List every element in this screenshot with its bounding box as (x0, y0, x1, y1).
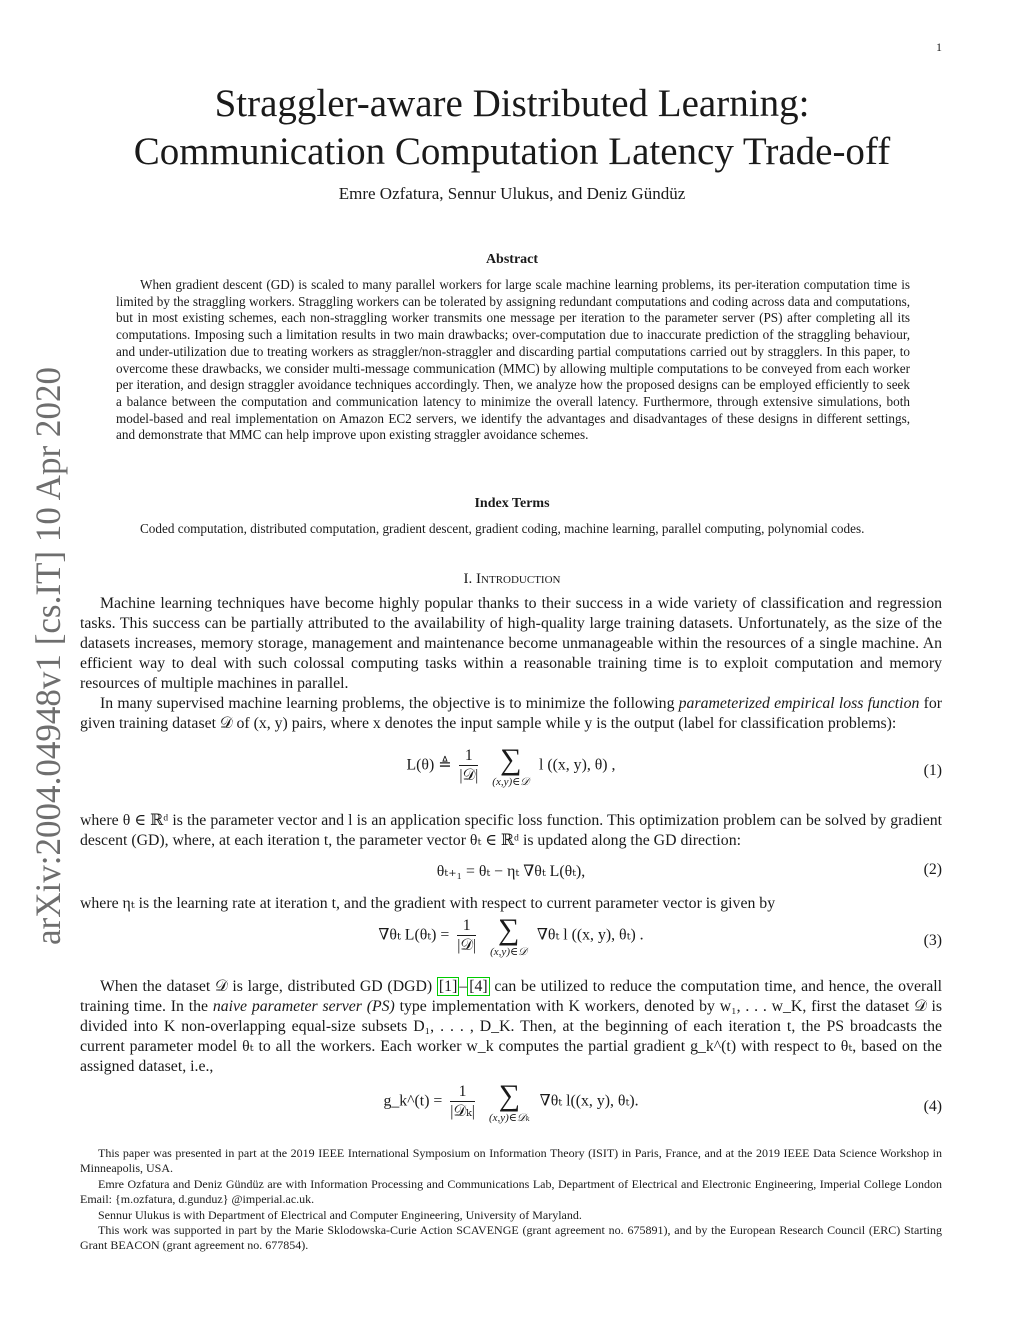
eq4-lhs: g_k^(t) = (383, 1092, 443, 1110)
eq3-sum-subscript: (x,y)∈𝒟 (490, 946, 527, 958)
index-terms-text: Coded computation, distributed computation, gradient descent, gradient coding, machine learning, parallel computing, polynomial codes. (140, 521, 865, 536)
eq1-denominator: |𝒟| (459, 766, 479, 784)
intro-paragraph-2 (80, 694, 942, 734)
p5-emphasis: naive parameter server (PS) (212, 998, 395, 1015)
abstract-text: When gradient descent (GD) is scaled to many parallel workers for large scale machine learning problems, its per-iteration computation time is limited by the straggling workers. Straggling workers can be tolerated by assigning redundant computations and coding across data and computations, but in most existing schemes, each non-straggling worker transmits one message per iteration to the parameter server (PS) after completing all its computations. Imposing such a limitation results in two main drawbacks; over-computation due to inaccurate prediction of the straggling behaviour, and under-utilization due to treating workers as straggler/non-straggler and discarding partial computations carried out by stragglers. In this paper, to overcome these drawbacks, we consider multi-message communication (MMC) by allowing multiple computations to be conveyed from each worker per iteration, and design straggler avoidance techniques accordingly. Then, we analyze how the proposed designs can be employed efficiently to seek a balance between the computation and communication latency to minimize the overall latency. Furthermore, through extensive simulations, both model-based and real implementation on Amazon EC2 servers, we identify the advantages and disadvantages of these designs in different settings, and demonstrate that MMC can help improve upon existing straggler avoidance schemes. (116, 277, 910, 443)
eq1-numerator: 1 (459, 747, 478, 766)
eq1-lhs: L(θ) ≜ (406, 756, 452, 774)
eq1-number: (1) (923, 762, 942, 779)
intro-p2-emphasis: parameterized empirical loss function (678, 695, 920, 712)
title-line-2: Communication Computation Latency Trade-off (133, 130, 891, 173)
citation-link-1[interactable]: [1] (438, 978, 458, 995)
p5-text-c: type implementation with K workers, denoted by w₁, . . . w_K, first the dataset 𝒟 is divided into K non-overlapping equal-size subsets D₁, . . . , D_K. Then, at the beginning of each iteration t, the PS broadcasts the current parameter model θₜ to all the workers. Each worker w_k computes the partial gradient g_k^(t) with respect to θₜ, based on the assigned dataset, i.e., (80, 998, 943, 1075)
eq2-number: (2) (923, 861, 942, 878)
eq3-number: (3) (923, 932, 942, 949)
intro-paragraph-1: Machine learning techniques have become highly popular thanks to their success in a wide variety of classification and regression tasks. This success can be partially attributed to the availability of high-quality large training datasets. Unfortunately, as the size of the datasets increases, memory storage, management and maintenance become unmanageable within the resources of a single machine. An efficient way to deal with such colossal computing tasks within a reasonable training time is to exploit computation and memory resources of multiple machines in parallel. (80, 595, 942, 692)
equation-2 (80, 861, 942, 885)
eq4-denominator: |𝒟ₖ| (450, 1102, 475, 1120)
footnote-1: This paper was presented in part at the 2019 IEEE International Symposium on Information Theory (ISIT) in Paris, France, and at the 2019 IEEE Data Science Workshop in Minneapolis, USA. (80, 1146, 942, 1175)
footnote-2: Emre Ozfatura and Deniz Gündüz are with Information Processing and Communications Lab, Department of Electrical and Electronic Engineering, Imperial College London Email: {m.ozfatura, d.gunduz} @imperial.ac.uk. (80, 1177, 942, 1206)
footnote-3: Sennur Ulukus is with Department of Electrical and Computer Engineering, University of Maryland. (98, 1208, 582, 1222)
eq4-numerator: 1 (450, 1083, 475, 1102)
eq3-sum-symbol: ∑ (497, 913, 520, 946)
arxiv-side-stamp (22, 365, 70, 945)
equation-4 (80, 1080, 942, 1140)
eq4-sum-symbol: ∑ (498, 1079, 521, 1112)
paragraph-4: where ηₜ is the learning rate at iteration t, and the gradient with respect to current parameter vector is given by (80, 895, 776, 912)
paper-title (60, 80, 964, 176)
footnote-4: This work was supported in part by the Marie Sklodowska-Curie Action SCAVENGE (grant agreement no. 675891), and by the European Research Council (ERC) Starting Grant BEACON (grant agreement no. 677854). (80, 1223, 942, 1252)
index-terms-heading: Index Terms (474, 496, 550, 511)
eq3-numerator: 1 (457, 917, 476, 936)
eq4-number: (4) (923, 1098, 942, 1115)
abstract-heading: Abstract (485, 252, 539, 267)
citation-dash: – (459, 978, 468, 995)
eq1-sum-subscript: (x,y)∈𝒟 (492, 776, 530, 788)
eq3-denominator: |𝒟| (457, 936, 477, 954)
p5-text-a: When the dataset 𝒟 is large, distributed GD (DGD) (100, 978, 433, 995)
section-title: Introduction (476, 571, 561, 587)
intro-p2-text-b: for given training dataset 𝒟 of (x, y) pairs, where x denotes the input sample while y is the output (label for classification problems): (80, 695, 942, 732)
eq3-lhs: ∇θₜ L(θₜ) = (378, 926, 450, 944)
p5-text-b: can be utilized to reduce the computation time, and hence, the overall training time. In the (80, 978, 943, 1015)
eq3-rhs: ∇θₜ l ((x, y), θₜ) . (536, 926, 644, 944)
eq1-sum-symbol: ∑ (499, 743, 522, 776)
eq1-rhs: l ((x, y), θ) , (539, 756, 616, 774)
section-number: I. (463, 571, 473, 587)
section-heading (60, 571, 964, 588)
paragraph-3: where θ ∈ ℝᵈ is the parameter vector and l is an application specific loss function. This optimization problem can be solved by gradient descent (GD), where, at each iteration t, the parameter vector θₜ ∈ ℝᵈ is updated along the GD direction: (80, 812, 942, 849)
eq4-rhs: ∇θₜ l((x, y), θₜ). (539, 1092, 639, 1110)
eq4-sum-subscript: (x,y)∈𝒟ₖ (488, 1112, 530, 1124)
page-number: 1 (936, 40, 942, 54)
intro-p2-text-a: In many supervised machine learning problems, the objective is to minimize the following (100, 695, 675, 712)
eq2-body: θₜ₊₁ = θₜ − ηₜ ∇θₜ L(θₜ), (436, 863, 586, 880)
arxiv-stamp-svg (22, 365, 70, 945)
citation-link-4[interactable]: [4] (469, 978, 488, 995)
paragraph-5 (80, 977, 942, 1077)
equation-1 (80, 744, 942, 804)
title-line-1: Straggler-aware Distributed Learning: (214, 82, 810, 125)
authors: Emre Ozfatura, Sennur Ulukus, and Deniz Gündüz (338, 184, 686, 203)
arxiv-stamp-text: arXiv:2004.04948v1 [cs.IT] 10 Apr 2020 (28, 365, 68, 945)
equation-3 (80, 914, 942, 974)
